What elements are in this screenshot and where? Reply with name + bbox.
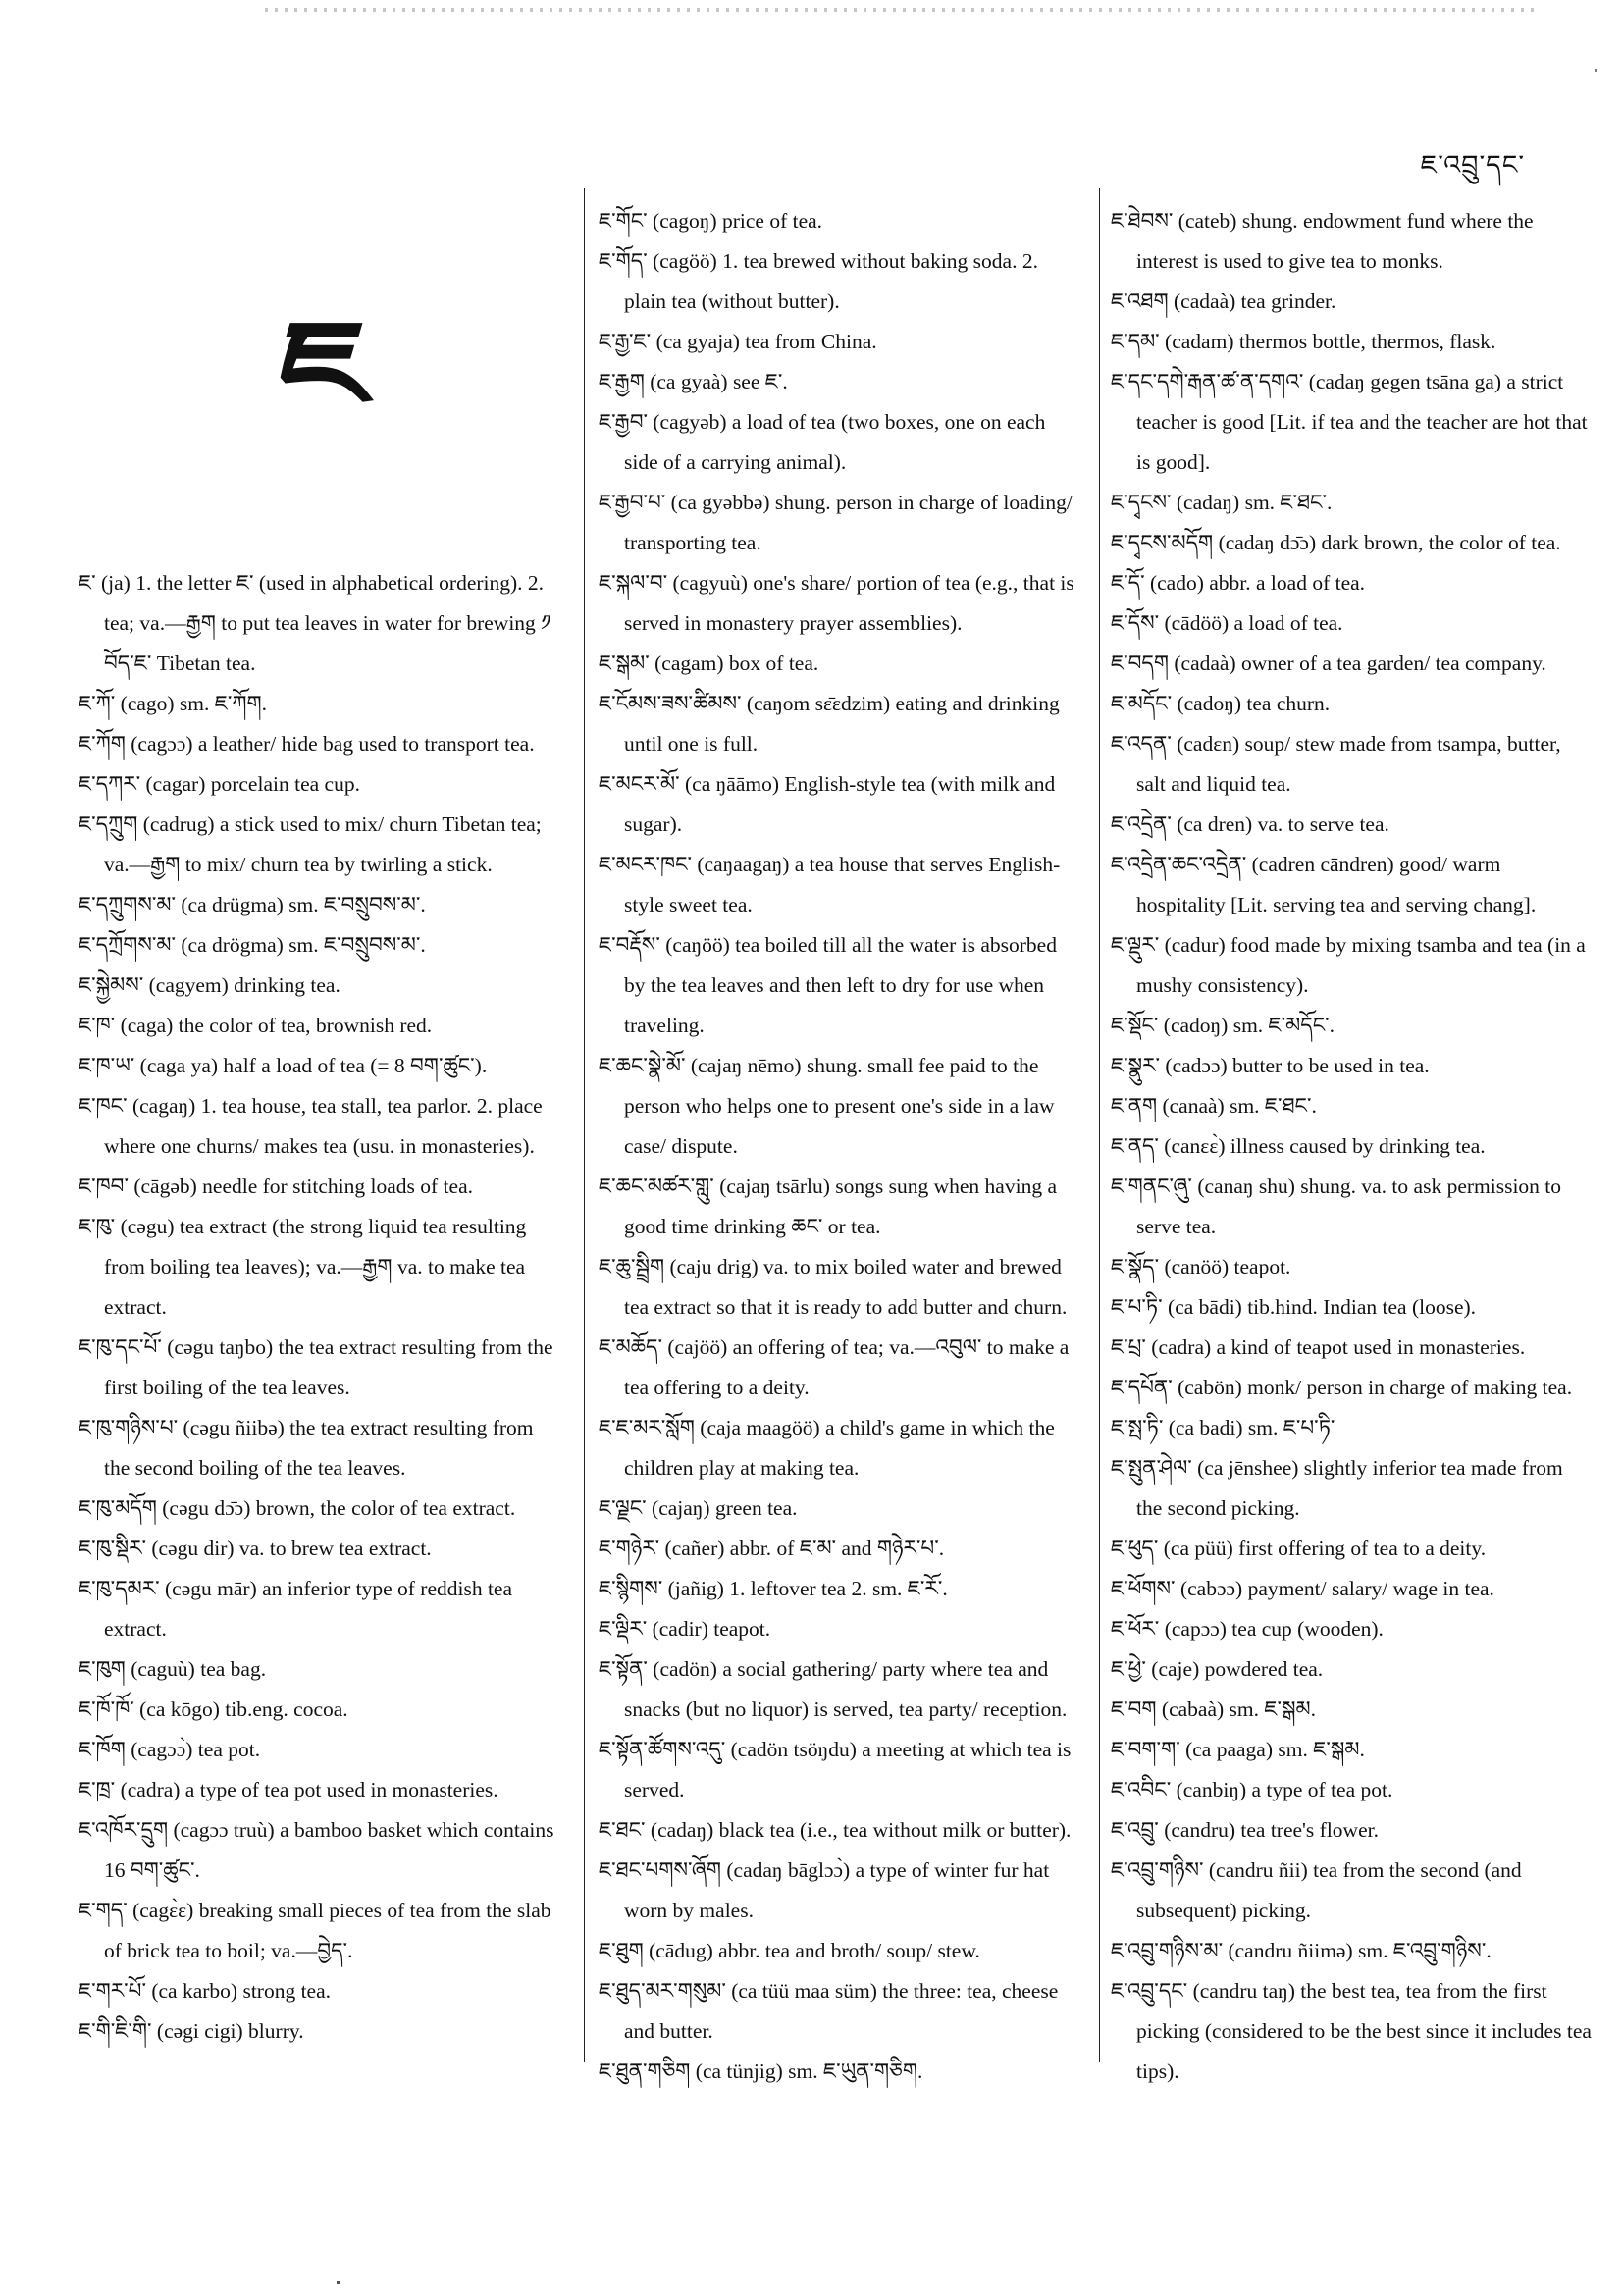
dictionary-entry: ཇ་སྙིགས་ (jañig) 1. leftover tea 2. sm. ཇ་རོ་. [599, 1577, 948, 1600]
dictionary-entry: ཇ་གནང་ཞུ་ (canaŋ shu) shung. va. to ask permission to serve tea. [1111, 1174, 1562, 1238]
dictionary-entry: ཇ་ལྡིར་ (cadir) teapot. [599, 1617, 771, 1641]
dictionary-entry: ཇ་འདན་ (cadɛn) soup/ stew made from tsampa, butter, salt and liquid tea. [1111, 732, 1561, 796]
dictionary-entry: ཇ་པྲ་ (cadra) a kind of teapot used in monasteries. [1111, 1335, 1526, 1359]
dictionary-entry: ཇ་ (ja) 1. the letter ཇ་ (used in alphabetical ordering). 2. tea; va.—རྒྱག to put tea leaves in water for brewing ༡ བོད་ཇ་ Tibetan tea. [79, 571, 551, 675]
dictionary-entry: ཇ་ཁང་ (cagaŋ) 1. tea house, tea stall, tea parlor. 2. place where one churns/ makes tea (usu. in monasteries). [79, 1094, 543, 1158]
dictionary-entry: ཇ་ཐུད་མར་གསུམ་ (ca tüü maa süm) the three: tea, cheese and butter. [599, 1979, 1059, 2043]
dictionary-entry: ཇ་འབིང་ (canbiŋ) a type of tea pot. [1111, 1778, 1393, 1801]
dictionary-entry: ཇ་མཆོད་ (cajöö) an offering of tea; va.—འབུལ་ to make a tea offering to a deity. [599, 1335, 1070, 1399]
dictionary-entry: ཇ་ཁོ་ཁོ་ (ca kōgo) tib.eng. cocoa. [79, 1697, 348, 1721]
dictionary-entry: ཇ་པ་ཏི་ (ca bādi) tib.hind. Indian tea (loose). [1111, 1295, 1477, 1319]
column-3 [1111, 201, 1592, 2092]
dictionary-entry: ཇ་སྟོན་ (cadön) a social gathering/ party where tea and snacks (but no liquor) is served, tea party/ reception. [599, 1657, 1068, 1721]
dictionary-entry: ཇ་ཆང་སྣེ་མོ་ (cajaŋ nēmo) shung. small fee paid to the person who helps one to present one's side in a law case/ dispute. [599, 1054, 1055, 1158]
dictionary-entry: ཇ་ལྗང་ (cajaŋ) green tea. [599, 1496, 798, 1520]
dictionary-entry: ཇ་ཐང་ (cadaŋ) black tea (i.e., tea without milk or butter). [599, 1818, 1072, 1842]
scan-speck-bottom [337, 2281, 340, 2284]
dictionary-entry: ཇ་དཀར་ (cagar) porcelain tea cup. [79, 772, 360, 796]
dictionary-entry: ཇ་སྡོང་ (cadoŋ) sm. ཇ་མདོང་. [1111, 1014, 1335, 1037]
dictionary-entry: ཇ་འབྲུ་གཉིས་ (candru ñii) tea from the second (and subsequent) picking. [1111, 1858, 1522, 1922]
dictionary-entry: ཇ་གོང་ (cagoŋ) price of tea. [599, 209, 823, 233]
dictionary-entry: ཇ་ཕོགས་ (cabɔɔ) payment/ salary/ wage in tea. [1111, 1577, 1494, 1600]
dictionary-entry: ཇ་རྒྱག (ca gyaà) see ཇ་. [599, 370, 788, 393]
column-rule-left [584, 188, 585, 2062]
dictionary-entry: ཇ་གཉེར་ (cañer) abbr. of ཇ་མ་ and གཉེར་པ་. [599, 1537, 945, 1560]
dictionary-entry: ཇ་གད་ (cagɛ̀ɛ) breaking small pieces of tea from the slab of brick tea to boil; va.—བྱེད་. [79, 1899, 551, 1962]
dictionary-entry: ཇ་ཁུ་དང་པོ་ (cəgu taŋbo) the tea extract resulting from the first boiling of the tea leaves. [79, 1335, 553, 1399]
dictionary-entry: ཇ་བརྡོས་ (caŋöö) tea boiled till all the water is absorbed by the tea leaves and then left to dry for use when traveling. [599, 933, 1057, 1037]
dictionary-entry: ཇ་ཕྱེ་ (caje) powdered tea. [1111, 1657, 1324, 1681]
section-letter: ཇ [280, 295, 368, 431]
top-scan-dots [265, 8, 1541, 12]
dictionary-entry: ཇ་ཐེབས་ (cateb) shung. endowment fund where the interest is used to give tea to monks. [1111, 209, 1534, 273]
dictionary-entry: ཇ་ཁ་ (caga) the color of tea, brownish red. [79, 1014, 433, 1037]
dictionary-entry: ཇ་མངར་ཁང་ (caŋaagaŋ) a tea house that serves English-style sweet tea. [599, 853, 1061, 916]
dictionary-entry: ཇ་སྣུར་ (cadɔɔ) butter to be used in tea. [1111, 1054, 1430, 1077]
dictionary-entry: ཇ་མདོང་ (cadoŋ) tea churn. [1111, 692, 1331, 715]
dictionary-entry: ཇ་དཔོན་ (cabön) monk/ person in charge of making tea. [1111, 1376, 1573, 1399]
dictionary-entry: ཇ་གི་ཇི་གི་ (cəgi cigi) blurry. [79, 2019, 304, 2043]
dictionary-entry: ཇ་ཕུད་ (ca püü) first offering of tea to a deity. [1111, 1537, 1487, 1560]
dictionary-entry: ཇ་འབྲུ་དང་ (candru taŋ) the best tea, tea from the first picking (considered to be the best since it includes tea tips). [1111, 1979, 1592, 2083]
dictionary-entry: ཇ་ཐང་པགས་ཞོག (cadaŋ bāglɔɔ̀) a type of winter fur hat worn by males. [599, 1858, 1050, 1922]
dictionary-entry: ཇ་འབྲུ་ (candru) tea tree's flower. [1111, 1818, 1379, 1842]
dictionary-entry: ཇ་དཀྲུགས་མ་ (ca drügma) sm. ཇ་བསྲུབས་མ་. [79, 893, 426, 916]
dictionary-entry: ཇ་ཇ་མར་སློག (caja maagöö) a child's game in which the children play at making tea. [599, 1416, 1055, 1480]
dictionary-entry: ཇ་རྒྱབ་པ་ (ca gyəbbə) shung. person in charge of loading/ transporting tea. [599, 491, 1073, 554]
dictionary-entry: ཇ་ཆང་མཚར་གླུ་ (cajaŋ tsārlu) songs sung when having a good time drinking ཆང་ or tea. [599, 1174, 1057, 1238]
dictionary-entry: ཇ་ངོམས་ཟས་ཚིམས་ (caŋom sɛ̄ɛdzim) eating and drinking until one is full. [599, 692, 1060, 756]
dictionary-entry: ཇ་ཕོར་ (capɔɔ) tea cup (wooden). [1111, 1617, 1384, 1641]
dictionary-entry: ཇ་སྤུན་ཤེལ་ (ca jēnshee) slightly inferior tea made from the second picking. [1111, 1456, 1563, 1520]
dictionary-entry: ཇ་རྒྱབ་ (cagyəb) a load of tea (two boxes, one on each side of a carrying animal). [599, 410, 1046, 474]
dictionary-entry: ཇ་ཁྲ་ (cadra) a type of tea pot used in monasteries. [79, 1778, 498, 1801]
dictionary-entry: ཇ་ཁུ་སྡིར་ (cəgu dir) va. to brew tea extract. [79, 1537, 432, 1560]
dictionary-entry: ཇ་ཀོ་ (cago) sm. ཇ་ཀོག. [79, 692, 268, 715]
dictionary-entry: ཇ་ཁ་ཡ་ (caga ya) half a load of tea (= 8 བག་ཚུང་). [79, 1054, 488, 1077]
dictionary-entry: ཇ་བག (cabaà) sm. ཇ་སྒམ. [1111, 1697, 1316, 1721]
dictionary-entry: ཇ་དཀྲོགས་མ་ (ca drögma) sm. ཇ་བསྲུབས་མ་. [79, 933, 426, 957]
dictionary-entry: ཇ་བདག (cadaà) owner of a tea garden/ tea company. [1111, 652, 1546, 675]
dictionary-entry: ཇ་གོད་ (cagöö) 1. tea brewed without baking soda. 2. plain tea (without butter). [599, 249, 1038, 313]
dictionary-entry: ཇ་དང་དགེ་རྒན་ཚ་ན་དགའ་ (cadaŋ gegen tsāna ga) a strict teacher is good [Lit. if tea and the teacher are hot that is good]. [1111, 370, 1588, 474]
dictionary-entry: ཇ་གར་པོ་ (ca karbo) strong tea. [79, 1979, 332, 2003]
dictionary-entry: ཇ་རྒྱ་ཇ་ (ca gyaja) tea from China. [599, 330, 877, 353]
scan-speck [1595, 69, 1597, 72]
dictionary-entry: ཇ་ནག (canaà) sm. ཇ་ཐང་. [1111, 1094, 1317, 1118]
dictionary-entry: ཇ་སྐལ་བ་ (cagyuù) one's share/ portion of tea (e.g., that is served in monastery prayer assemblies). [599, 571, 1074, 635]
dictionary-entry: ཇ་ཀོག (cagɔɔ) a leather/ hide bag used to transport tea. [79, 732, 535, 756]
dictionary-entry: ཇ་ཆུ་སྦྲིག (caju drig) va. to mix boiled water and brewed tea extract so that it is ready to add butter and churn. [599, 1255, 1068, 1319]
column-rule-right [1099, 188, 1100, 2062]
dictionary-entry: ཇ་ཁུ་དམར་ (cəgu mār) an inferior type of reddish tea extract. [79, 1577, 513, 1641]
dictionary-entry: ཇ་བག་ག་ (ca paaga) sm. ཇ་སྒམ. [1111, 1738, 1365, 1761]
dictionary-entry: ཇ་སྒམ་ (cagam) box of tea. [599, 652, 819, 675]
dictionary-entry: ཇ་དྭངས་ (cadaŋ) sm. ཇ་ཐང་. [1111, 491, 1333, 514]
dictionary-entry: ཇ་དྭངས་མདོག (cadaŋ dɔ̄ɔ) dark brown, the color of tea. [1111, 531, 1561, 554]
dictionary-entry: ཇ་སྟོན་ཚོགས་འདུ་ (cadön tsöŋdu) a meeting at which tea is served. [599, 1738, 1072, 1801]
dictionary-entry: ཇ་ནད་ (canɛɛ̀) illness caused by drinking tea. [1111, 1134, 1486, 1158]
dictionary-entry: ཇ་འཐག (cadaà) tea grinder. [1111, 289, 1336, 313]
dictionary-entry: ཇ་སྐྱེམས་ (cagyem) drinking tea. [79, 973, 340, 997]
dictionary-entry: ཇ་དོ་ (cado) abbr. a load of tea. [1111, 571, 1366, 595]
dictionary-entry: ཇ་མངར་མོ་ (ca ŋāāmo) English-style tea (with milk and sugar). [599, 772, 1056, 836]
dictionary-entry: ཇ་ཁུ་གཉིས་པ་ (cəgu ñiibə) the tea extract resulting from the second boiling of the tea leaves. [79, 1416, 534, 1480]
dictionary-entry: ཇ་ཁོག (cagɔɔ̀) tea pot. [79, 1738, 261, 1761]
dictionary-entry: ཇ་འཁོར་དྲུག (cagɔɔ truù) a bamboo basket which contains 16 བག་ཚུང་. [79, 1818, 554, 1882]
column-2 [599, 201, 1079, 2092]
dictionary-entry: ཇ་སྣོད་ (canöö) teapot. [1111, 1255, 1291, 1278]
dictionary-entry: ཇ་དཀྲུག (cadrug) a stick used to mix/ churn Tibetan tea; va.—རྒྱག to mix/ churn tea by twirling a stick. [79, 812, 542, 876]
column-1 [79, 563, 559, 2052]
dictionary-entry: ཇ་ཁབ་ (cāgəb) needle for stitching loads of tea. [79, 1174, 473, 1198]
dictionary-entry: ཇ་ལྡུར་ (cadur) food made by mixing tsamba and tea (in a mushy consistency). [1111, 933, 1586, 997]
dictionary-entry: ཇ་ཐུག (cādug) abbr. tea and broth/ soup/ stew. [599, 1939, 980, 1962]
dictionary-entry: ཇ་ཁུ་མདོག (cəgu dɔ̄ɔ) brown, the color of tea extract. [79, 1496, 516, 1520]
dictionary-entry: ཇ་འབྲུ་གཉིས་མ་ (candru ñiimə) sm. ཇ་འབྲུ་གཉིས་. [1111, 1939, 1492, 1962]
dictionary-entry: ཇ་དམ་ (cadam) thermos bottle, thermos, flask. [1111, 330, 1496, 353]
dictionary-entry: ཇ་ཁུ་ (cəgu) tea extract (the strong liquid tea resulting from boiling tea leaves); va.—རྒྱག va. to make tea extract. [79, 1215, 527, 1319]
dictionary-entry: ཇ་འདྲེན་ (ca dren) va. to serve tea. [1111, 812, 1389, 836]
dictionary-entry: ཇ་ཁུག (caguù) tea bag. [79, 1657, 267, 1681]
dictionary-entry: ཇ་དོས་ (cādöö) a load of tea. [1111, 611, 1343, 635]
running-head: ཇ་འབྲུ་དང་ [1420, 150, 1525, 180]
dictionary-entry: ཇ་ཐུན་གཅིག (ca tünjig) sm. ཇ་ཡུན་གཅིག. [599, 2060, 923, 2083]
dictionary-entry: ཇ་སྤ་ཏི་ (ca badi) sm. ཇ་པ་ཏི་ [1111, 1416, 1335, 1439]
dictionary-entry: ཇ་འདྲེན་ཆང་འདྲེན་ (cadren cāndren) good/ warm hospitality [Lit. serving tea and serving chang]. [1111, 853, 1537, 916]
